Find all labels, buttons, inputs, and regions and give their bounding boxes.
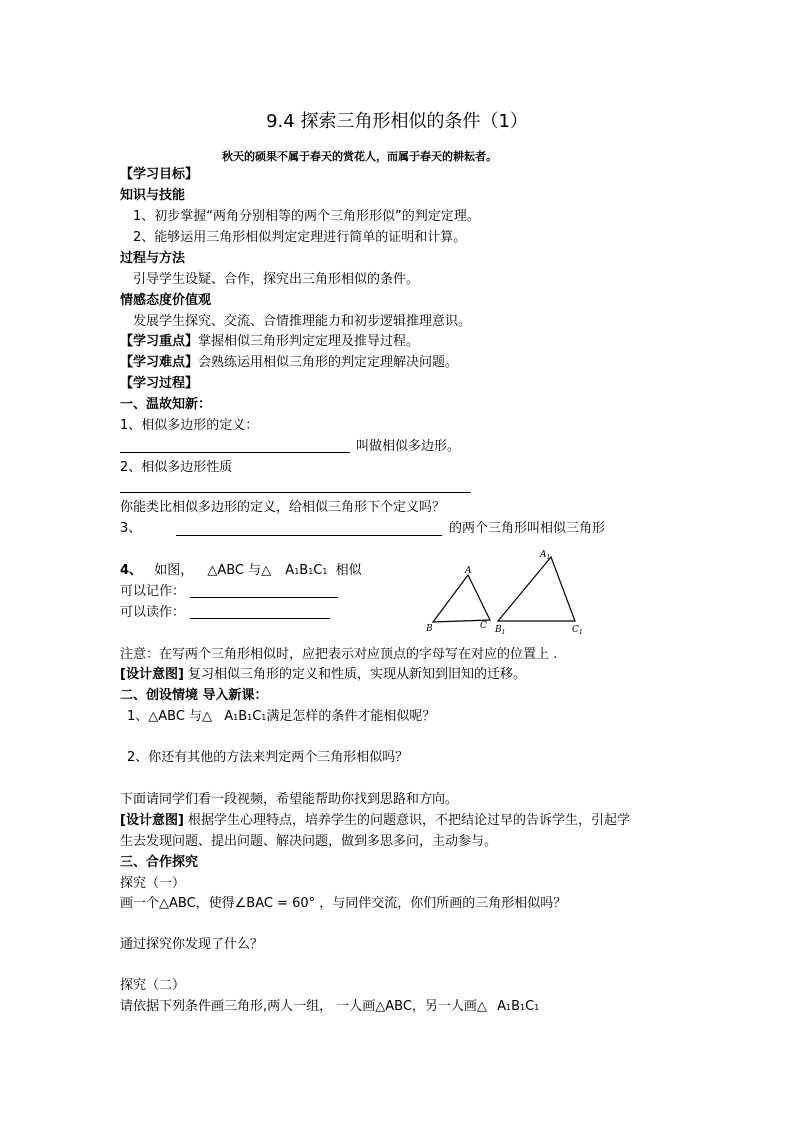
knowledge-item-2: 2、能够运用三角形相似判定定理进行简单的证明和计算。 <box>133 230 467 245</box>
process-item-1: 引导学生设疑、合作，探究出三角形相似的条件。 <box>133 272 420 287</box>
process-heading: 过程与方法 <box>120 251 186 266</box>
scene-q2: 2、你还有其他的方法来判定两个三角形相似吗？ <box>127 750 409 765</box>
review-q1-blank[interactable] <box>120 452 350 453</box>
large-vertex-b: $B_1$ <box>495 625 506 636</box>
difficulty-line <box>120 354 458 372</box>
motto: 秋天的硕果不属于春天的赏花人，而属于春天的耕耘者。 <box>222 150 497 163</box>
review-design-text: 复习相似三角形的定义和性质，实现从新知到旧知的迁移。 <box>188 667 527 682</box>
scene-design-label: [设计意图] <box>120 813 184 828</box>
difficulty-text: 会熟练运用相似三角形的判定定理解决问题。 <box>198 355 459 370</box>
review-q4-text: 如图， <box>154 563 194 578</box>
review-q3-tail: 的两个三角形叫相似三角形 <box>449 521 606 536</box>
explore-one: 探究（一） <box>120 876 186 891</box>
scene-design-text-2: 生去发现问题、提出问题、解决问题，做到多思多问，主动参与。 <box>120 834 498 849</box>
review-q1-tail: 叫做相似多边形。 <box>356 439 461 454</box>
key-points-line <box>120 333 419 351</box>
review-note: 注意：在写两个三角形相似时，应把表示对应顶点的字母写在对应的位置上 . <box>120 647 558 662</box>
review-q4-write-blank[interactable] <box>190 597 338 598</box>
review-q4-similar: 相似 <box>335 563 362 578</box>
goals-heading: 【学习目标】 <box>120 167 199 182</box>
explore-found: 通过探究你发现了什么？ <box>120 937 264 952</box>
review-heading: 一、温故知新： <box>120 397 212 412</box>
small-triangle <box>433 575 490 622</box>
small-vertex-b: B <box>426 624 433 634</box>
review-q4-a1b1c1: A1B1C1 <box>285 563 328 578</box>
review-q2-follow: 你能类比相似多边形的定义，给相似三角形下个定义吗？ <box>120 500 446 515</box>
large-triangle <box>498 557 575 621</box>
review-q3-num: 3、 <box>120 521 142 536</box>
scene-design-text: 根据学生心理特点，培养学生的问题意识，不把结论过早的告诉学生，引起学 <box>188 813 631 828</box>
review-q4-read-blank[interactable] <box>190 618 330 619</box>
scene-q1: 1、△ABC 与△ A1B1C1满足怎样的条件才能相似呢？ <box>127 709 436 724</box>
page-title: 9.4 探索三角形相似的条件（1） <box>266 111 528 132</box>
review-q4-abc: △ABC 与△ <box>207 563 272 578</box>
review-design-line <box>120 666 526 684</box>
knowledge-item-1: 1、初步掌握“两角分别相等的两个三角形形似”的判定定理。 <box>133 209 480 224</box>
scene-heading: 二、创设情境 导入新课： <box>120 688 268 703</box>
review-q2-blank[interactable] <box>120 492 471 493</box>
review-q4-num: 4、 <box>120 563 143 578</box>
review-q2: 2、相似多边形性质 <box>120 460 233 475</box>
explore-two: 探究（二） <box>120 978 186 993</box>
large-vertex-a: $A_1$ <box>540 550 551 561</box>
small-vertex-a: A <box>465 566 472 576</box>
explore-one-text: 画一个△ABC，使得∠BAC = 60° ，与同伴交流，你们所画的三角形相似吗？ <box>120 896 567 911</box>
knowledge-heading: 知识与技能 <box>120 188 186 203</box>
learning-process-heading: 【学习过程】 <box>120 376 199 391</box>
small-vertex-c: C <box>480 621 487 631</box>
review-q3-blank[interactable] <box>176 535 442 536</box>
scene-design-line <box>120 812 630 830</box>
emotion-item-1: 发展学生探究、交流、合情推理能力和初步逻辑推理意识。 <box>133 314 472 329</box>
key-points-label: 【学习重点】 <box>120 334 199 349</box>
review-q1: 1、相似多边形的定义： <box>120 418 259 433</box>
difficulty-label: 【学习难点】 <box>120 355 199 370</box>
scene-video: 下面请同学们看一段视频，希望能帮助你找到思路和方向。 <box>120 792 459 807</box>
similar-triangles-figure <box>420 545 590 640</box>
explore-heading: 三、合作探究 <box>120 855 199 870</box>
key-points-text: 掌握相似三角形判定定理及推导过程。 <box>198 334 420 349</box>
review-design-label: [设计意图] <box>120 667 184 682</box>
explore-two-text: 请依据下列条件画三角形,两人一组， 一人画△ABC，另一人画△ A1B1C1 <box>120 999 540 1014</box>
review-q4-line <box>120 562 362 581</box>
emotion-heading: 情感态度价值观 <box>120 293 212 308</box>
large-vertex-c: $C_1$ <box>572 625 583 636</box>
review-q4-read: 可以读作： <box>120 605 186 620</box>
review-q4-write: 可以记作： <box>120 584 186 599</box>
